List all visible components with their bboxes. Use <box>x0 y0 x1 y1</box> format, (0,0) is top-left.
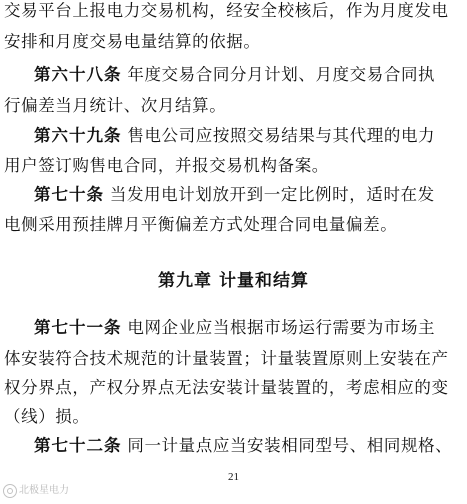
watermark <box>3 484 69 498</box>
body-line <box>4 348 467 370</box>
article-number: 第七十一条 <box>34 318 122 337</box>
body-line <box>4 0 467 22</box>
line-text: 售电公司应按照交易结果与其代理的电力 <box>121 126 436 145</box>
line-text: 电网企业应当根据市场运行需要为市场主 <box>121 318 436 337</box>
article-number: 第六十八条 <box>34 65 122 84</box>
article-70 <box>34 184 467 206</box>
line-text: 交易平台上报电力交易机构，经安全校核后，作为月度发电 <box>4 1 449 20</box>
chapter-heading: 第九章 计量和结算 <box>158 271 309 291</box>
line-text: 电侧采用预挂牌月平衡偏差方式处理合同电量偏差。 <box>4 215 398 234</box>
body-line <box>4 406 467 428</box>
line-text: 安排和月度交易电量结算的依据。 <box>4 32 261 51</box>
line-text: 用户签订购售电合同，并报交易机构备案。 <box>4 156 329 175</box>
article-68 <box>34 64 467 86</box>
body-line <box>4 31 467 53</box>
body-line <box>4 214 467 236</box>
body-line <box>4 155 467 177</box>
article-71 <box>34 317 467 339</box>
article-number: 第六十九条 <box>34 126 122 145</box>
watermark-text: 北极星电力 <box>19 485 69 496</box>
line-text: （线）损。 <box>4 407 90 426</box>
line-text: 年度交易合同分月计划、月度交易合同执 <box>121 65 436 84</box>
article-number: 第七十二条 <box>34 436 122 455</box>
line-text: 权分界点，产权分界点无法安装计量装置的，考虑相应的变 <box>4 378 449 397</box>
line-text: 同一计量点应当安装相同型号、相同规格、 <box>121 436 453 455</box>
article-number: 第七十条 <box>34 185 104 204</box>
line-text: 体安装符合技术规范的计量装置；计量装置原则上安装在产 <box>4 349 449 368</box>
body-line <box>4 95 467 117</box>
article-69 <box>34 125 467 147</box>
watermark-logo-icon <box>3 484 17 498</box>
article-72 <box>34 435 467 457</box>
body-line <box>4 377 467 399</box>
line-text: 行偏差当月统计、次月结算。 <box>4 96 227 115</box>
page-number: 21 <box>228 471 239 483</box>
line-text: 当发用电计划放开到一定比例时，适时在发 <box>104 185 435 204</box>
